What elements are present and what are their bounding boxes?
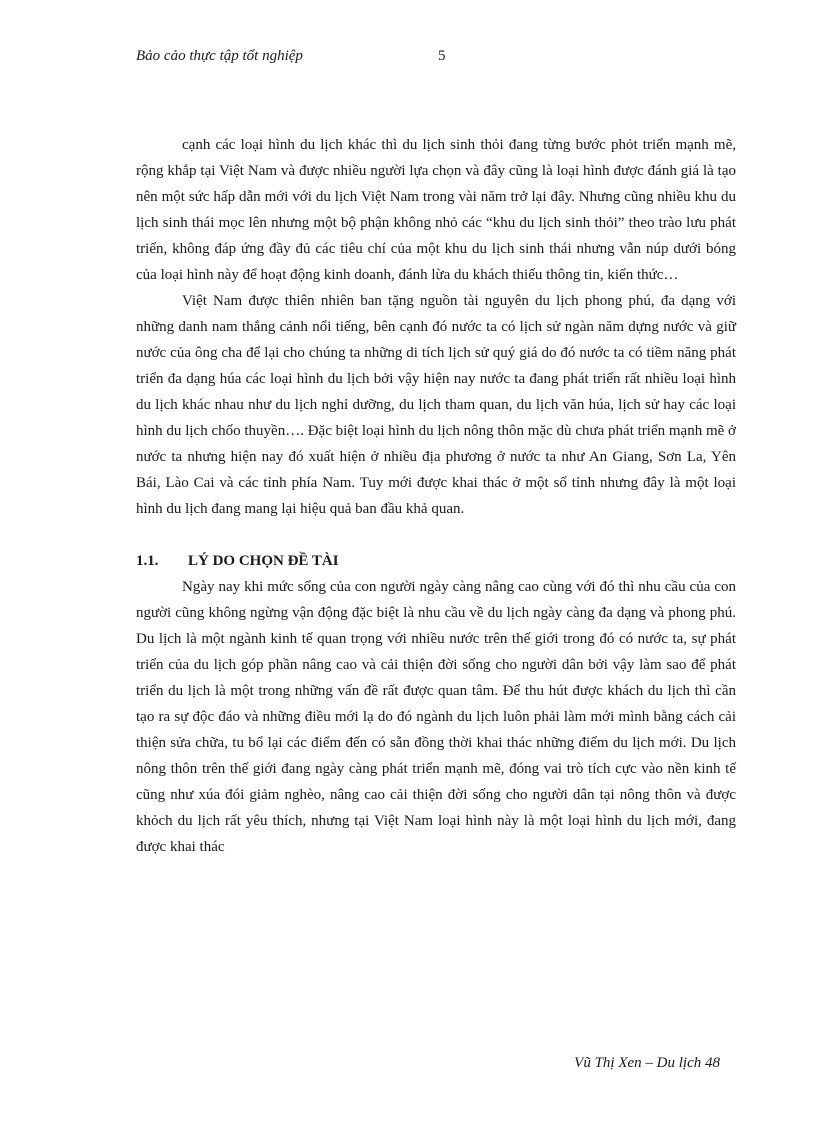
document-title: Bảo cảo thực tập tốt nghiệp	[136, 48, 303, 64]
section-heading	[136, 548, 736, 574]
paragraph-ecotourism: cạnh các loại hình du lịch khác thì du lịch sinh thỏi đang từng bước phỏt triển mạnh mẽ, rộng khắp tại Việt Nam và được nhiều người lựa chọn và đây cũng là loại hình được đánh giá là tạo nên một sức hấp dẫn mới với du lịch Việt Nam trong vài năm trở lại đây. Nhưng cũng nhiều khu du lịch sinh thái mọc lên nhưng một bộ phận không nhỏ các “khu du lịch sinh thỏi” theo trào lưu phát triển, không đáp ứng đầy đủ các tiêu chí của một khu du lịch sinh thái nhưng vẫn núp dưới bóng của loại hình này để hoạt động kinh doanh, đánh lừa du khách thiếu thông tin, kiến thức…	[136, 137, 736, 283]
paragraph-reason: Ngày nay khi mức sống của con người ngày càng nâng cao cùng với đó thì nhu cầu của con người cũng không ngừng vận động đặc biệt là nhu cầu về du lịch ngày càng đa dạng và phong phú. Du lịch là một ngành kinh tế quan trọng với nhiều nước trên thế giới trong đó có nước ta, sự phát triển của du lịch góp phần nâng cao và cải thiện đời sống cho người dân bởi vậy làm sao để phát triển du lịch là một trong những vấn đề rất được quan tâm. Để thu hút được khách du lịch thì cần tạo ra sự độc đáo và những điều mới lạ do đó ngành du lịch luôn phải làm mới mình bằng cách cải thiện sửa chữa, tu bổ lại các điểm đến có sẵn đồng thời khai thác những điểm du lịch mới. Du lịch nông thôn trên thế giới đang ngày càng phát triển mạnh mẽ, đóng vai trò tích cực vào nền kinh tế cũng như xúa đói giảm nghèo, nâng cao cải thiện đời sống cho người dân tại nông thôn và được khỏch du lịch rất yêu thích, nhưng tại Việt Nam loại hình này là một loại hình du lịch mới, đang được khai thác	[136, 579, 736, 855]
paragraph-vietnam-resources: Việt Nam được thiên nhiên ban tặng nguồn tài nguyên du lịch phong phú, đa dạng với những danh nam thắng cảnh nổi tiếng, bên cạnh đó nước ta có lịch sử ngàn năm dựng nước và giữ nước của ông cha để lại cho chúng ta những di tích lịch sử quý giá do đó nước ta có tiềm năng phát triển đa dạng húa các loại hình du lịch bởi vậy hiện nay nước ta đang phát triển rất nhiều loại hình du lịch khác nhau như du lịch nghỉ dưỡng, du lịch tham quan, du lịch văn húa, lịch sử hay các loại hình du lịch chốo thuyền…. Đặc biệt loại hình du lịch nông thôn mặc dù chưa phát triển mạnh mẽ ở nước ta nhưng hiện nay đó xuất hiện ở nhiều địa phương ở nước ta như An Giang, Sơn La, Yên Bái, Lào Cai và các tỉnh phía Nam. Tuy mới được khai thác ở một số tỉnh nhưng đây là một loại hình du lịch đang mang lại hiệu quả ban đầu khả quan.	[136, 293, 736, 517]
section-title: LÝ DO CHỌN ĐỀ TÀI	[188, 553, 339, 569]
section-number: 1.1.	[136, 553, 159, 569]
page-body	[136, 132, 736, 860]
page-header	[136, 48, 736, 70]
page-footer: Vũ Thị Xen – Du lịch 48	[574, 1055, 720, 1071]
page-number: 5	[438, 48, 446, 64]
